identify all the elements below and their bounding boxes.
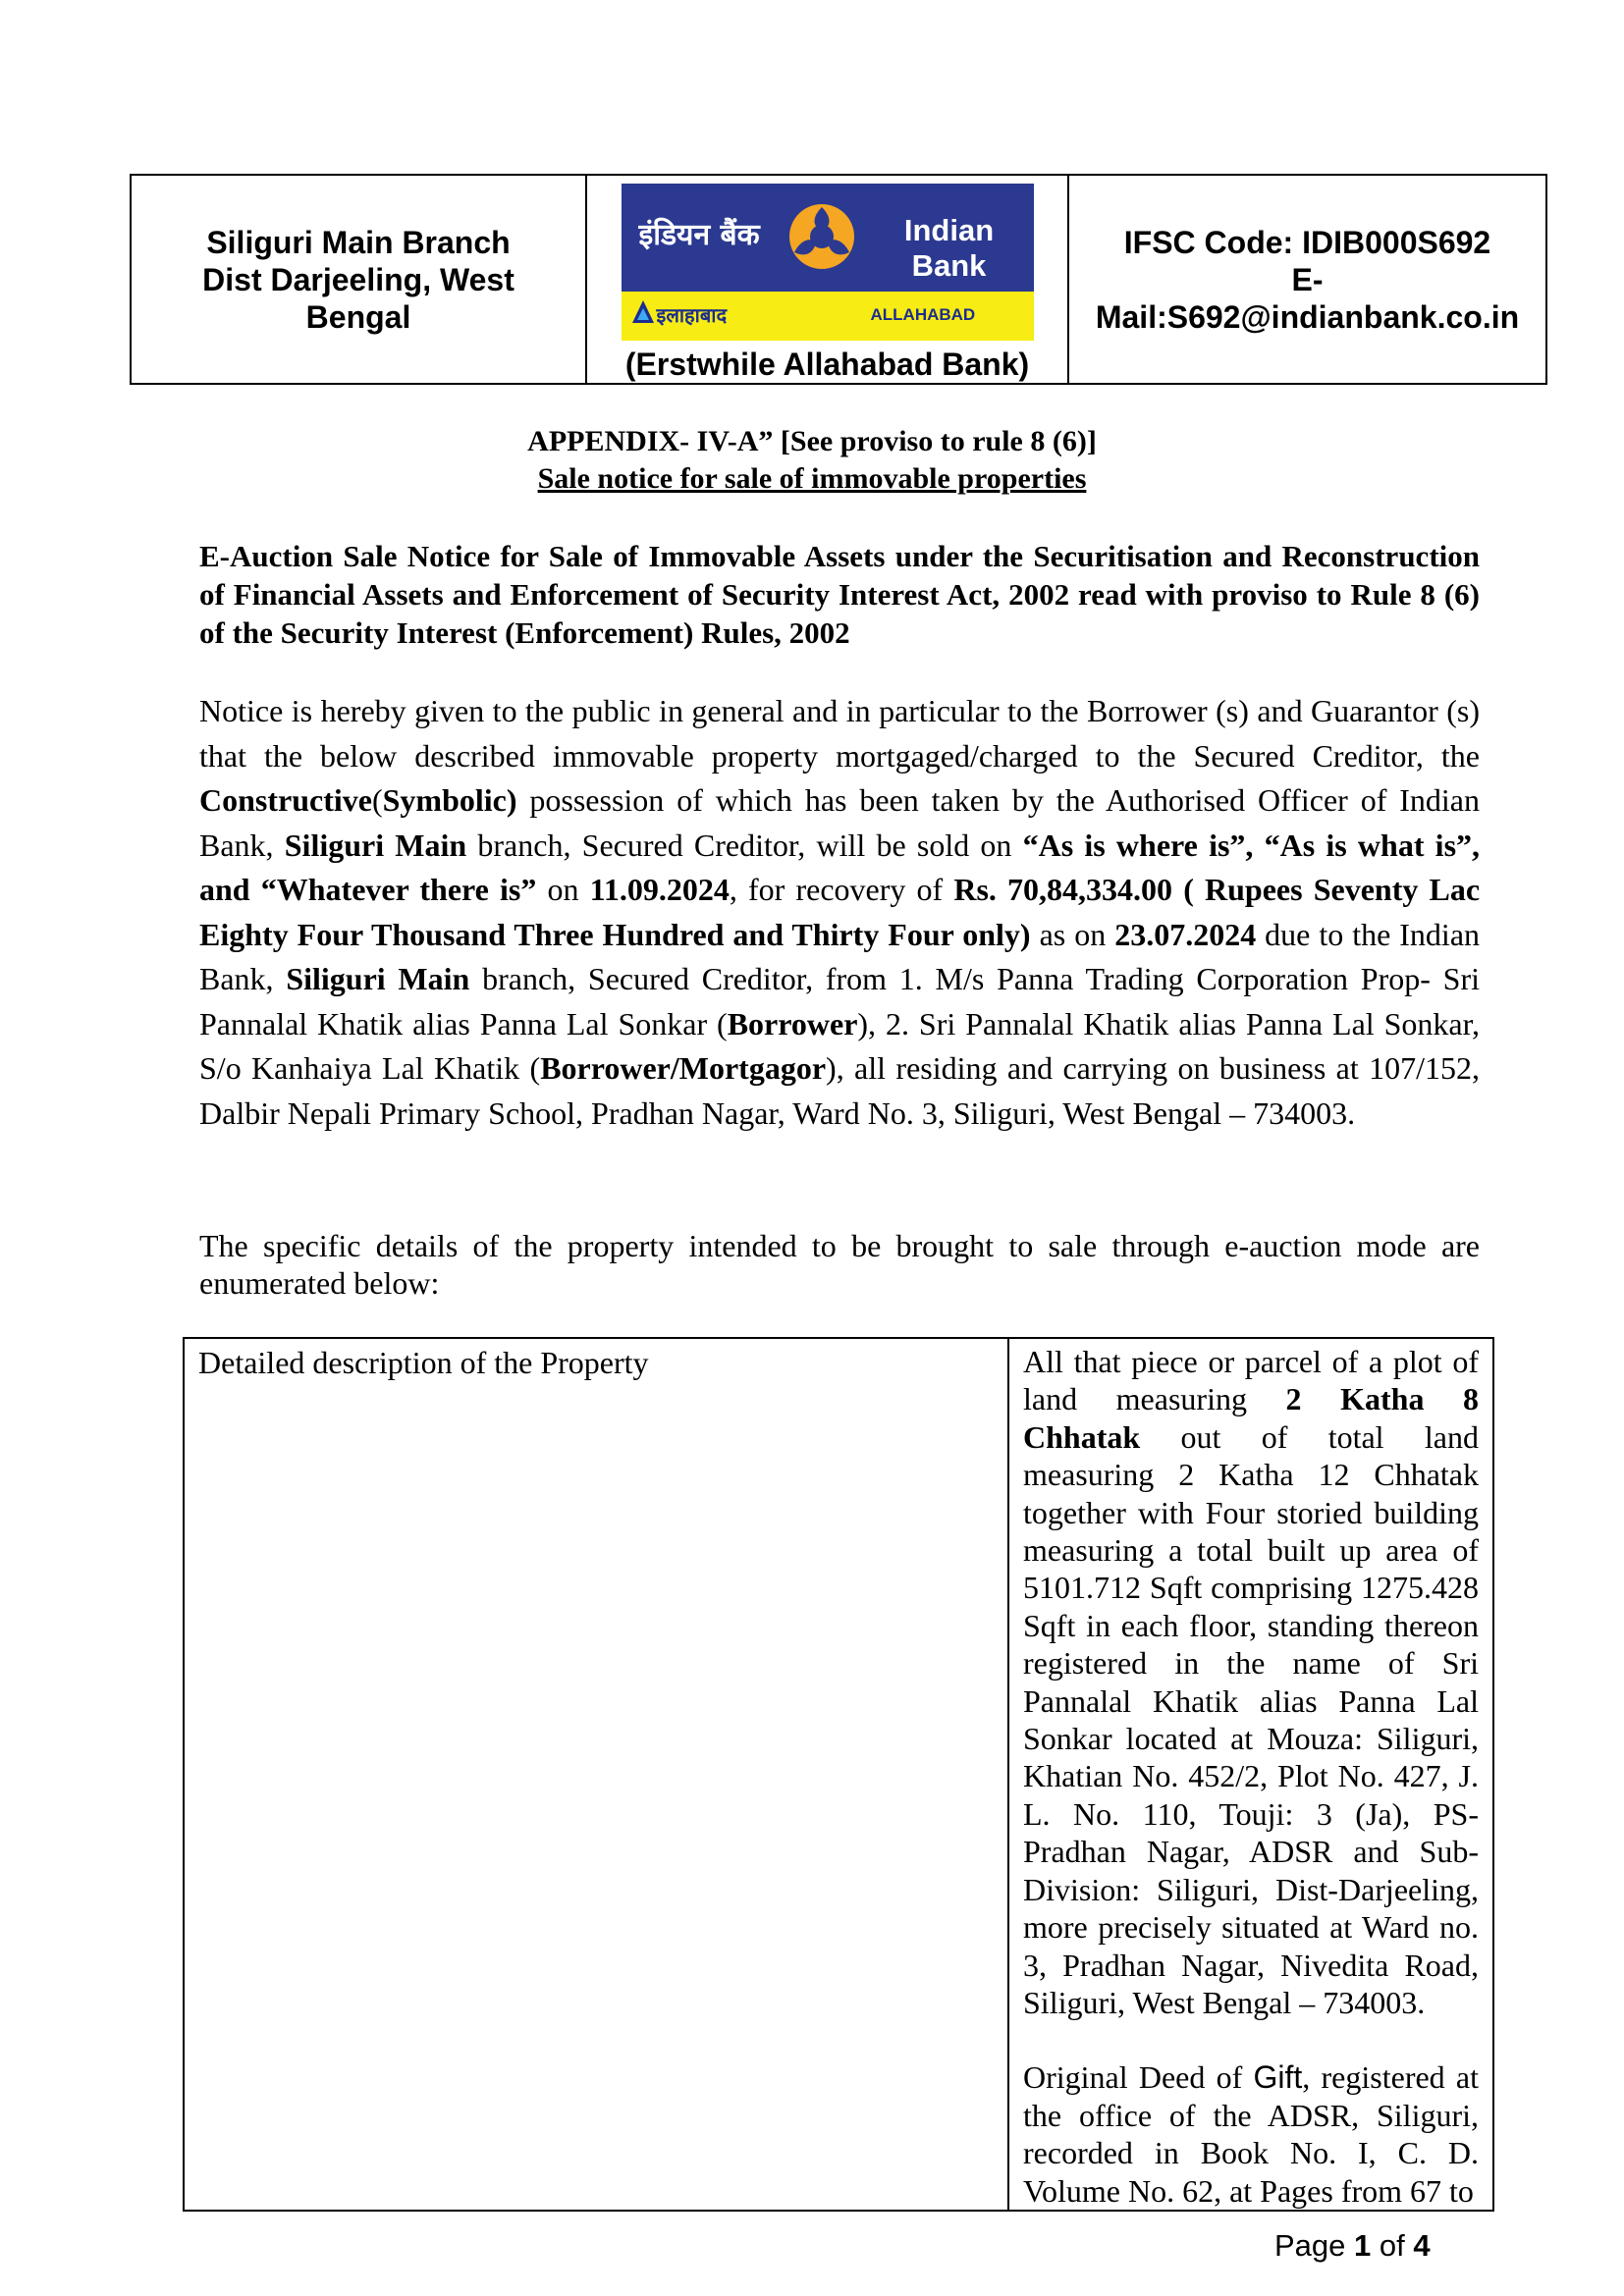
property-label-cell: [184, 1338, 1008, 2211]
notice-text: branch, Secured Creditor, from 1. M/s Panna Trading Corporation Prop- Sri Pannalal Khatik alias Panna Lal Sonkar (: [199, 961, 1481, 1041]
notice-paragraph: [199, 689, 1480, 1136]
deed-type: Gift: [1253, 2059, 1303, 2096]
notice-text: (: [371, 782, 383, 818]
branch-line-1: Siliguri Main Branch: [206, 224, 511, 260]
email-address: Mail:S692@indianbank.co.in: [1095, 298, 1520, 335]
notice-subtitle: Sale notice for sale of immovable properties: [537, 462, 1087, 495]
appendix-title: APPENDIX- IV-A” [See proviso to rule 8 (6)]: [527, 425, 1097, 457]
table-row: [184, 1338, 1493, 2211]
borrower-role: Borrower: [727, 1005, 858, 1041]
page-word: Page: [1274, 2228, 1346, 2263]
bank-emblem-icon: [786, 201, 857, 272]
of-word: of: [1379, 2228, 1405, 2263]
logo-english-name: Indian Bank: [903, 213, 995, 283]
notice-text: possession of which has been taken by the Authorised Officer of Indian Bank,: [199, 782, 1480, 863]
notice-bold: Symbolic): [382, 782, 517, 818]
sale-basis: “As is where is”, “As is what is”, and “Whatever there is”: [199, 827, 1481, 907]
logo-cell: [586, 175, 1068, 384]
email-prefix: E-: [1291, 261, 1324, 297]
notice-text: due to the Indian Bank,: [199, 916, 1481, 996]
notice-text: branch, Secured Creditor, will be sold on: [466, 827, 1023, 863]
notice-text: Notice is hereby given to the public in general and in particular to the Borrower (s) and Guarantor (s) that the below described immovable property mortgaged/charged to the Secured Creditor, the: [199, 693, 1480, 774]
page-number: [1274, 2228, 1431, 2264]
logo-hindi-name: इंडियन बैंक: [638, 218, 760, 252]
deed-description: [1023, 2058, 1479, 2210]
notice-text: , for recovery of: [729, 872, 954, 907]
desc-text: out of total land measuring 2 Katha 12 Chhatak together with Four storied building measuring a total built up area of 5101.712 Sqft comprising 1275.428 Sqft in each floor, standing thereon registered in the name of Sri Pannalal Khatik alias Panna Lal Sonkar located at Mouza: Siliguri, Khatian No. 452/2, Plot No. 427, J. L. No. 110, Touji: 3 (Ja), PS- Pradhan Nagar, ADSR and Sub-Division: Siliguri, Dist-Darjeeling, more precisely situated at Ward no. 3, Pradhan Nagar, Nivedita Road, Siliguri, West Bengal – 734003.: [1023, 1418, 1479, 2020]
logo-sub-hindi: इलाहाबाद: [656, 303, 728, 327]
deed-text: Original Deed of: [1023, 2059, 1254, 2096]
branch-line-3: Bengal: [305, 298, 411, 335]
contact-info: [1069, 224, 1545, 336]
notice-bold: Constructive: [199, 782, 372, 818]
dues-date: 23.07.2024: [1114, 916, 1257, 952]
notice-text: on: [536, 872, 590, 907]
erstwhile-label: (Erstwhile Allahabad Bank): [624, 347, 1030, 382]
notice-text: as on: [1030, 916, 1115, 952]
branch-info: [132, 224, 585, 336]
notice-bold: Siliguri Main: [286, 961, 470, 996]
letterhead-table: [130, 174, 1547, 385]
current-page: 1: [1354, 2228, 1372, 2263]
branch-cell: [131, 175, 586, 384]
indian-bank-logo: [622, 184, 1034, 341]
branch-line-2: Dist Darjeeling, West: [202, 261, 514, 297]
mortgagor-role: Borrower/Mortgagor: [540, 1050, 827, 1086]
recovery-amount: Rs. 70,84,334.00 ( Rupees Seventy Lac Eighty Four Thousand Three Hundred and Thirty Four only): [199, 872, 1481, 952]
auction-date: 11.09.2024: [589, 872, 730, 907]
desc-text: All that piece or parcel of a plot of land measuring: [1023, 1344, 1479, 1417]
property-description: [1023, 1343, 1479, 2021]
notice-text: ), all residing and carrying on business at 107/152, Dalbir Nepali Primary School, Pradhan Nagar, Ward No. 3, Siliguri, West Bengal – 734003.: [199, 1050, 1481, 1131]
land-measure: 2 Katha 8 Chhatak: [1023, 1381, 1480, 1455]
ifsc-code: IFSC Code: IDIB000S692: [1123, 224, 1491, 260]
specific-details-paragraph: The specific details of the property intended to be brought to sale through e-auction mode are enumerated below:: [199, 1228, 1480, 1301]
logo-sub-english: ALLAHABAD: [870, 305, 976, 324]
eauction-heading: E-Auction Sale Notice for Sale of Immovable Assets under the Securitisation and Reconstruction of Financial Assets and Enforcement of Security Interest Act, 2002 read with proviso to Rule 8 (6) of the Security Interest (Enforcement) Rules, 2002: [199, 539, 1480, 650]
contact-cell: [1068, 175, 1546, 384]
property-description-cell: [1008, 1338, 1493, 2211]
notice-text: ), 2. Sri Pannalal Khatik alias Panna Lal Sonkar, S/o Kanhaiya Lal Khatik (: [199, 1005, 1481, 1086]
allahabad-logo-icon: [631, 299, 655, 325]
total-pages: 4: [1413, 2228, 1431, 2263]
notice-bold: Siliguri Main: [284, 827, 467, 863]
deed-text: , registered at the office of the ADSR, Siliguri, recorded in Book No. I, C. D. Volume No. 62, at Pages from 67 to: [1023, 2059, 1480, 2209]
property-label: Detailed description of the Property: [198, 1345, 649, 1380]
property-details-table: [183, 1337, 1494, 2212]
